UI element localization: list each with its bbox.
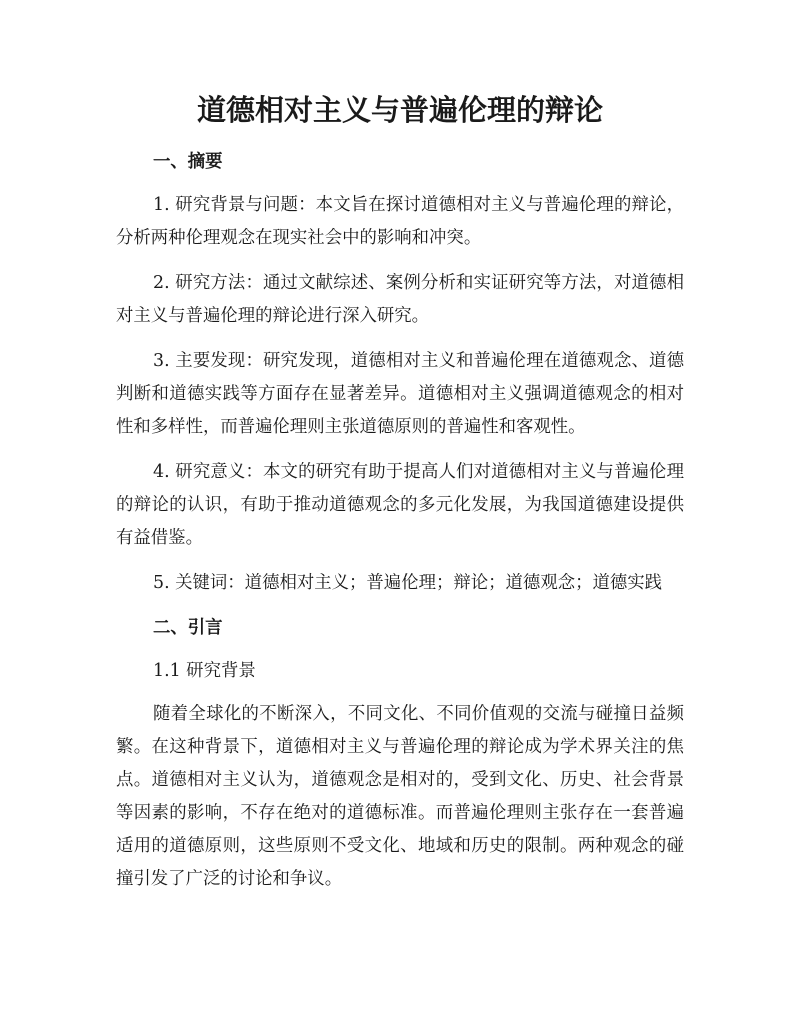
abstract-item-4: 4. 研究意义：本文的研究有助于提高人们对道德相对主义与普遍伦理的辩论的认识，有助于推动道德观念的多元化发展，为我国道德建设提供有益借鉴。 [116,462,684,548]
section-heading-abstract: 一、摘要 [153,152,223,172]
subsection-heading-research-background: 1.1 研究背景 [153,661,256,681]
abstract-item-3: 3. 主要发现：研究发现，道德相对主义和普遍伦理在道德观念、道德判断和道德实践等方面存在显著差异。道德相对主义强调道德观念的相对性和多样性，而普遍伦理则主张道德原则的普遍性和客观性。 [116,351,684,437]
intro-paragraph: 随着全球化的不断深入，不同文化、不同价值观的交流与碰撞日益频繁。在这种背景下，道德相对主义与普遍伦理的辩论成为学术界关注的焦点。道德相对主义认为，道德观念是相对的，受到文化、历史、社会背景等因素的影响，不存在绝对的道德标准。而普遍伦理则主张存在一套普遍适用的道德原则，这些原则不受文化、地域和历史的限制。两种观念的碰撞引发了广泛的讨论和争议。 [116,704,684,889]
document-title: 道德相对主义与普遍伦理的辩论 [196,93,603,127]
document-body [116,146,684,896]
section-heading-introduction: 二、引言 [153,618,223,638]
abstract-item-1: 1. 研究背景与问题：本文旨在探讨道德相对主义与普遍伦理的辩论，分析两种伦理观念在现实社会中的影响和冲突。 [116,195,684,248]
abstract-item-2: 2. 研究方法：通过文献综述、案例分析和实证研究等方法，对道德相对主义与普遍伦理的辩论进行深入研究。 [116,273,684,326]
abstract-item-5: 5. 关键词：道德相对主义；普遍伦理；辩论；道德观念；道德实践 [153,573,663,593]
